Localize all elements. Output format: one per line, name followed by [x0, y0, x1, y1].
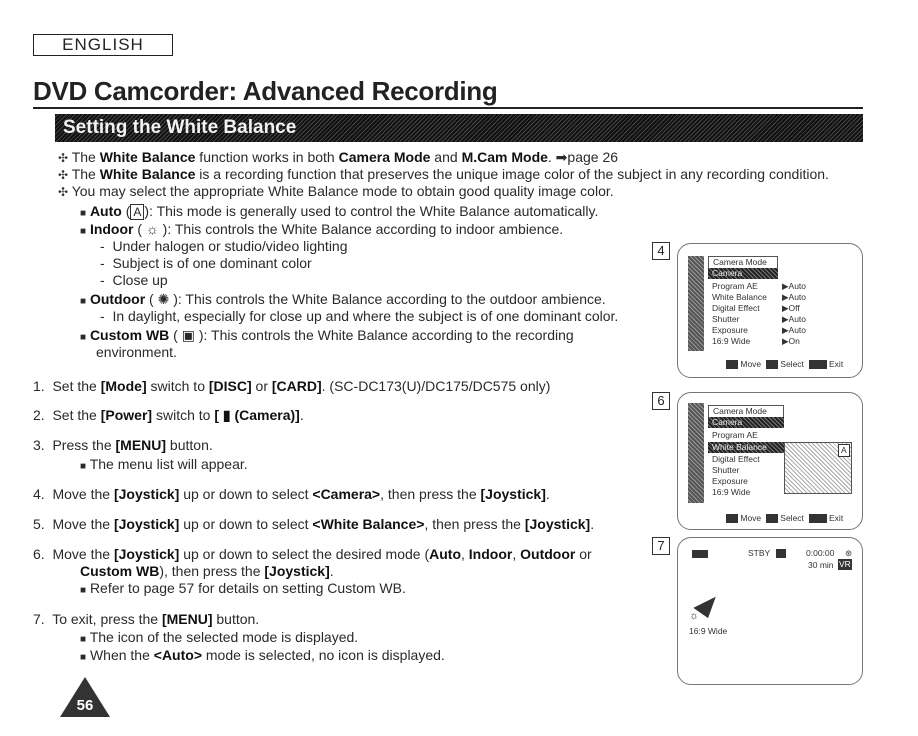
text: <Camera>: [312, 486, 381, 502]
text: Auto: [89, 203, 122, 219]
text: ), then press the: [159, 563, 265, 579]
text: Move the: [52, 516, 114, 532]
menu-row-name: Program AE: [712, 281, 758, 291]
text: is a recording function that preserves the unique image color of the subject in any recording condition.: [195, 166, 829, 182]
step-5: [33, 516, 594, 533]
text: 7.: [33, 611, 45, 627]
text: The menu list will appear.: [89, 456, 248, 472]
text: up or down to select the desired mode (: [179, 546, 430, 562]
text: [Joystick]: [264, 563, 330, 579]
text: mode is selected, no icon is displayed.: [202, 647, 445, 663]
text: button.: [166, 437, 213, 453]
text: You may select the appropriate White Balance mode to obtain good quality image color.: [71, 183, 614, 199]
menu-row-name: Shutter: [712, 465, 740, 475]
indoor-sub-3: - Close up: [100, 272, 168, 288]
step-7-sub-2: [80, 647, 445, 666]
square-bullet-icon: ■: [80, 332, 87, 343]
text: .: [545, 486, 550, 502]
text: Auto: [429, 546, 462, 562]
menu-row-value: ▶Auto: [782, 325, 807, 335]
menu-category-highlight: Camera: [708, 417, 784, 428]
text: Select: [780, 359, 804, 369]
section-title: Setting the White Balance: [63, 117, 297, 138]
menu-row-value: ▶Auto: [782, 314, 807, 324]
text: Select: [780, 513, 804, 523]
menu-row-name: Digital Effect: [712, 454, 760, 464]
diamond-bullet-icon: ✣: [58, 185, 69, 199]
text: <White Balance>: [312, 516, 425, 532]
text: The icon of the selected mode is displayed.: [89, 629, 359, 645]
menu-icon: [809, 360, 827, 369]
text: ,: [461, 546, 469, 562]
indoor-wb-icon: ☼: [145, 221, 159, 237]
menu-row-value: ▶Off: [782, 303, 800, 313]
ok-icon: [766, 360, 778, 369]
outdoor-wb-icon: ✺: [157, 291, 170, 307]
text: When the: [89, 647, 154, 663]
square-bullet-icon: ■: [80, 585, 87, 596]
language-label: ENGLISH: [33, 34, 173, 56]
text: or: [575, 546, 592, 562]
title-divider: [33, 107, 863, 109]
square-bullet-icon: ■: [80, 296, 87, 307]
menu-footer: [726, 359, 843, 370]
menu-footer: [726, 513, 843, 524]
text: [Joystick]: [113, 546, 180, 562]
text: up or down to select: [179, 516, 313, 532]
text: 4.: [33, 486, 45, 502]
bullet-3: [58, 183, 614, 201]
page-title: DVD Camcorder: Advanced Recording: [33, 76, 498, 106]
step-7-sub-1: [80, 629, 358, 648]
menu-row-name: Exposure: [712, 325, 748, 335]
square-bullet-icon: ■: [80, 652, 87, 663]
text: [ ▮ (Camera)]: [214, 407, 300, 423]
diamond-bullet-icon: ✣: [58, 168, 69, 182]
text: Move: [740, 513, 762, 523]
step-7: [33, 611, 259, 628]
remaining-time: 30 min: [808, 560, 834, 570]
joystick-icon: [726, 514, 738, 523]
menu-icon-column: [688, 256, 704, 351]
step-6-sub: [80, 580, 406, 599]
text: button.: [212, 611, 260, 627]
text: ): This controls the White Balance according to indoor ambience.: [162, 221, 564, 237]
text: or: [251, 378, 272, 394]
text: Outdoor: [89, 291, 146, 307]
text: 1.: [33, 378, 45, 394]
indoor-sub-2: - Subject is of one dominant color: [100, 255, 312, 271]
text: 5.: [33, 516, 45, 532]
mode-indoor: ■ Indoor ( ☼ ): This controls the White Balance according to indoor ambience.: [80, 221, 564, 237]
bullet-2: [58, 166, 829, 184]
battery-icon: [692, 550, 708, 558]
bullet-1: [58, 149, 618, 167]
text: Camera Mode: [338, 149, 431, 165]
page-number: 56: [76, 697, 94, 714]
menu-header: Camera Mode: [708, 256, 778, 269]
text: The: [71, 149, 100, 165]
menu-row-value: ▶Auto: [782, 292, 807, 302]
vr-mode-badge: VR: [839, 559, 851, 569]
text: [DISC]: [208, 378, 252, 394]
outdoor-sub: - In daylight, especially for close up and where the subject is of one dominant color.: [100, 308, 619, 324]
text: [Joystick]: [113, 516, 180, 532]
step-4: [33, 486, 550, 503]
standby-status: STBY: [748, 548, 771, 558]
square-bullet-icon: ■: [80, 208, 87, 219]
text: Custom WB: [80, 563, 160, 579]
text: Press the: [52, 437, 116, 453]
text: Outdoor: [520, 546, 576, 562]
mode-custom: ■ Custom WB ( ▣ ): This controls the White Balance according to the recording: [80, 327, 574, 343]
wide-indicator: 16:9 Wide: [689, 626, 728, 636]
text: function works in both: [195, 149, 339, 165]
menu-row-name: Program AE: [712, 430, 758, 440]
ok-icon: [766, 514, 778, 523]
mode-auto: ■ Auto ( A ): This mode is generally used to control the White Balance automatically.: [80, 203, 599, 219]
step-6-line2: [80, 563, 334, 580]
square-bullet-icon: ■: [80, 226, 87, 237]
menu-row-selected: White Balance: [708, 442, 784, 453]
text: [Joystick]: [524, 516, 591, 532]
text: [Joystick]: [113, 486, 180, 502]
menu-row-name: 16:9 Wide: [712, 336, 751, 346]
text: ): This controls the White Balance according to the outdoor ambience.: [173, 291, 606, 307]
menu-row-name: Exposure: [712, 476, 748, 486]
timecode: 0:00:00: [806, 548, 835, 558]
text: and: [430, 149, 462, 165]
text: 2.: [33, 407, 45, 423]
text: .: [329, 563, 334, 579]
text: [MENU]: [115, 437, 167, 453]
menu-row-name: Shutter: [712, 314, 740, 324]
text: . ➡page 26: [547, 149, 619, 165]
text: ,: [512, 546, 521, 562]
indoor-sub-1: - Under halogen or studio/video lighting: [100, 238, 348, 254]
section-banner: [55, 114, 863, 142]
text: Refer to page 57 for details on setting Custom WB.: [89, 580, 406, 596]
step-1: [33, 378, 550, 395]
auto-wb-icon: A: [130, 204, 144, 220]
text: To exit, press the: [52, 611, 162, 627]
text: .: [590, 516, 595, 532]
mode-outdoor: ■ Outdoor ( ✺ ): This controls the White Balance according to the outdoor ambience.: [80, 291, 606, 307]
dual-record-icon: ⊛: [845, 548, 853, 558]
text: 6.: [33, 546, 45, 562]
text: [Power]: [100, 407, 153, 423]
viewfinder-panel-7: [677, 537, 863, 685]
step-3-sub: [80, 456, 248, 475]
text: Exit: [829, 513, 844, 523]
text: [CARD]: [271, 378, 322, 394]
menu-screen-panel-4: [677, 243, 863, 378]
menu-row-value: ▶On: [782, 336, 800, 346]
step-6: [33, 546, 592, 563]
text: [MENU]: [161, 611, 213, 627]
joystick-icon: [726, 360, 738, 369]
panel-6-label: 6: [652, 392, 670, 410]
panel-7-label: 7: [652, 537, 670, 555]
custom-desc-2: environment.: [96, 344, 177, 360]
text: ): This controls the White Balance according to the recording: [198, 327, 574, 343]
text: <Auto>: [153, 647, 202, 663]
text: Move: [740, 359, 762, 369]
menu-category-highlight: Camera: [708, 268, 778, 279]
step-2: [33, 407, 304, 424]
square-bullet-icon: ■: [80, 461, 87, 472]
menu-row-name: 16:9 Wide: [712, 487, 751, 497]
menu-row-name: White Balance: [712, 292, 767, 302]
text: Close up: [112, 272, 168, 288]
text: M.Cam Mode: [461, 149, 548, 165]
menu-row-name: Digital Effect: [712, 303, 760, 313]
text: Set the: [52, 378, 101, 394]
text: Indoor: [468, 546, 513, 562]
disc-icon: [776, 549, 786, 558]
diamond-bullet-icon: ✣: [58, 151, 69, 165]
text: .: [299, 407, 304, 423]
text: 3.: [33, 437, 45, 453]
text: Set the: [52, 407, 101, 423]
menu-icon: [809, 514, 827, 523]
text: switch to: [146, 378, 209, 394]
text: [Joystick]: [480, 486, 546, 502]
option-auto: A: [838, 444, 850, 457]
text: Custom WB: [89, 327, 170, 343]
text: Indoor: [89, 221, 134, 237]
text: Under halogen or studio/video lighting: [112, 238, 348, 254]
text: . (SC-DC173(U)/DC175/DC575 only): [321, 378, 551, 394]
text: Move the: [52, 546, 114, 562]
custom-wb-icon: ▣: [181, 327, 195, 343]
text: Move the: [52, 486, 114, 502]
text: ): This mode is generally used to control the White Balance automatically.: [144, 203, 599, 219]
menu-header: Camera Mode: [708, 405, 784, 418]
text: White Balance: [99, 166, 196, 182]
text: Exit: [829, 359, 844, 369]
text: , then press the: [380, 486, 481, 502]
panel-4-label: 4: [652, 242, 670, 260]
menu-icon-column: [688, 403, 704, 503]
menu-row-value: ▶Auto: [782, 281, 807, 291]
outdoor-wb-icon: ☼: [689, 610, 700, 622]
menu-screen-panel-6: [677, 392, 863, 530]
text: The: [71, 166, 100, 182]
step-3: [33, 437, 213, 454]
text: In daylight, especially for close up and where the subject is of one dominant color.: [112, 308, 619, 324]
text: [Mode]: [100, 378, 147, 394]
text: up or down to select: [179, 486, 313, 502]
text: Subject is of one dominant color: [112, 255, 312, 271]
square-bullet-icon: ■: [80, 634, 87, 645]
text: switch to: [152, 407, 215, 423]
text: White Balance: [99, 149, 196, 165]
text: , then press the: [424, 516, 525, 532]
